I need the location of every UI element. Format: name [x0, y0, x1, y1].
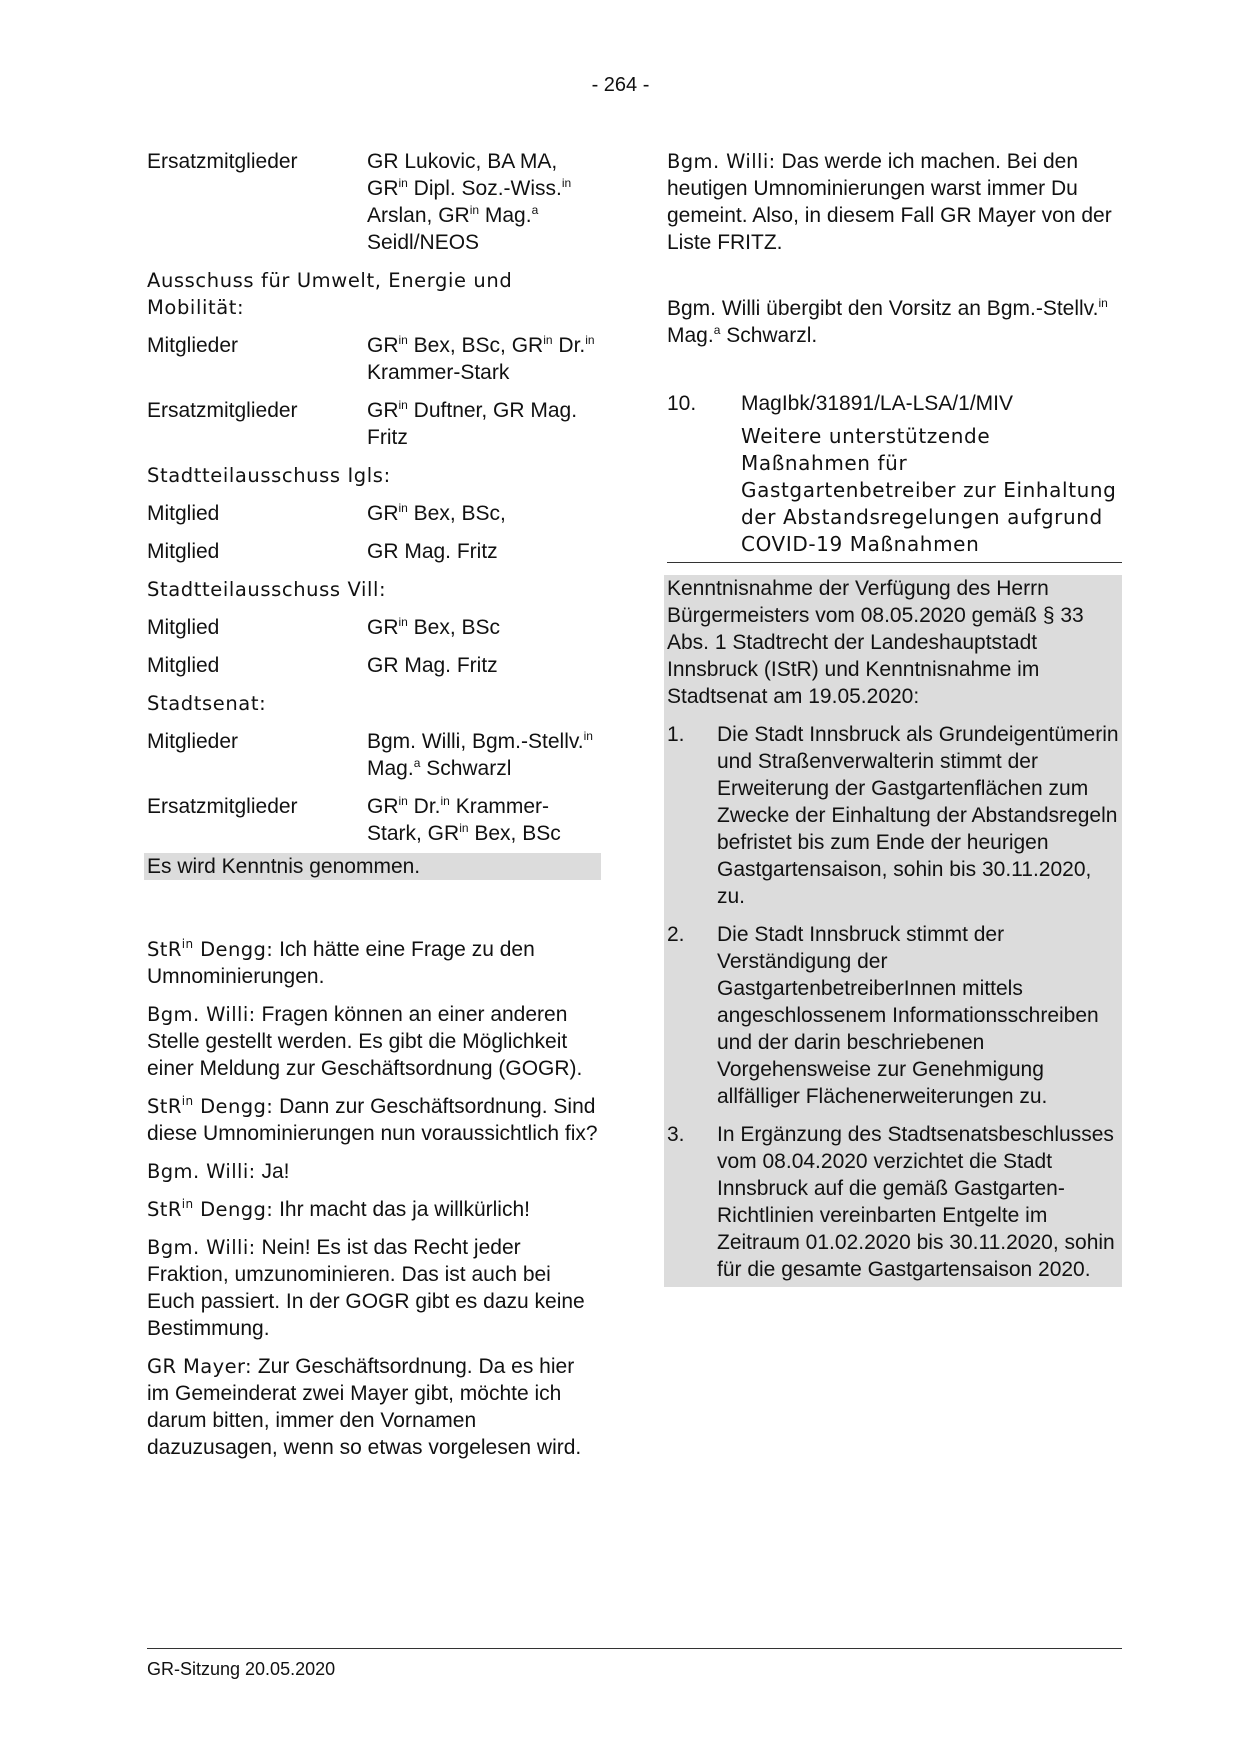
section-heading-stadtsenat: Stadtsenat:: [147, 692, 267, 715]
row-value: $GR^{in}$ Bex, BSc, $GR^{in}$ Dr.$^{in}$ Krammer-Stark: [367, 333, 595, 384]
dialogue-entry: [147, 1234, 601, 1342]
statement: Dann zur Geschäftsordnung. Sind diese Umnominierungen nun voraussichtlich fix?: [147, 1095, 598, 1145]
chair-handover: Bgm. Willi übergibt den Vorsitz an Bgm.-Stellv.$^{in}$ Mag.$^a$ Schwarzl.: [667, 296, 1108, 347]
row-label: Ersatzmitglieder: [147, 795, 298, 818]
decision-item-number: 1.: [667, 723, 685, 746]
section-heading-vill: Stadtteilausschuss Vill:: [147, 578, 387, 601]
speaker: Bgm. Willi:: [147, 1160, 256, 1183]
page-number: - 264 -: [591, 74, 650, 96]
left-column: [147, 148, 601, 1472]
decision-item-number: 3.: [667, 1123, 685, 1146]
row-value: $GR^{in}$ Bex, BSc: [367, 615, 501, 639]
speaker: Bgm. Willi:: [147, 1003, 256, 1026]
decision-item-number: 2.: [667, 923, 685, 946]
umwelt-mitglieder-row: [147, 332, 601, 386]
kenntnis-note: Es wird Kenntnis genommen.: [144, 853, 601, 880]
vill-row-2: [147, 652, 601, 679]
agenda-item-title: Weitere unterstützende Maßnahmen für Gastgartenbetreiber zur Einhaltung der Abstandsregelungen aufgrund COVID-19 Maßnahmen: [741, 424, 1117, 556]
senat-ersatz-row: [147, 793, 601, 847]
speaker: GR Mayer:: [147, 1355, 253, 1378]
speaker: Bgm. Willi:: [667, 150, 776, 173]
footer-text: GR-Sitzung 20.05.2020: [147, 1659, 336, 1679]
dialogue-entry: [147, 1001, 601, 1082]
igls-row-1: [147, 500, 601, 527]
row-label: Ersatzmitglieder: [147, 399, 298, 422]
decision-item-text: Die Stadt Innsbruck als Grundeigentümerin und Straßenverwalterin stimmt der Erweiterung der Gastgartenflächen zum Zwecke der Einhaltung der Abstandsregeln befristet bis zum Ende der heurigen Gastgartensaison, sohin bis 30.11.2020, zu.: [717, 723, 1119, 908]
row-value: Bgm. Willi, Bgm.-Stellv.$^{in}$ Mag.$^a$ Schwarzl: [367, 729, 593, 780]
speaker: Bgm. Willi:: [147, 1236, 256, 1259]
right-column: [667, 148, 1122, 1287]
speaker: StR$^{in}$ Dengg:: [147, 1197, 274, 1221]
vill-row-1: [147, 614, 601, 641]
section-heading-umwelt: Ausschuss für Umwelt, Energie und Mobilität:: [147, 269, 513, 319]
speaker: StR$^{in}$ Dengg:: [147, 937, 274, 961]
row-label: Mitglieder: [147, 730, 239, 753]
statement: Nein! Es ist das Recht jeder Fraktion, umzunominieren. Das ist auch bei Euch passiert. In der GOGR gibt es dazu keine Bestimmung.: [147, 1236, 585, 1340]
decision-item: [667, 921, 1119, 1110]
agenda-item-header: [667, 390, 1122, 417]
row-value: $GR^{in}$ Dr.$^{in}$ Krammer-Stark, $GR^{in}$ Bex, BSc: [367, 794, 561, 845]
row-value: GR Mag. Fritz: [367, 540, 498, 563]
section-heading-igls: Stadtteilausschuss Igls:: [147, 464, 391, 487]
statement: Ja!: [261, 1160, 290, 1183]
row-label: Mitglieder: [147, 334, 239, 357]
row-label: Mitglied: [147, 540, 220, 563]
statement: Fragen können an einer anderen Stelle gestellt werden. Es gibt die Möglichkeit einer Meldung zur Geschäftsordnung (GOGR).: [147, 1003, 583, 1080]
senat-mitglieder-row: [147, 728, 601, 782]
row-value: GR Lukovic, BA MA, $GR^{in}$ Dipl. Soz.-Wiss.$^{in}$ Arslan, $GR^{in}$ Mag.$^a$ Seidl/NEOS: [367, 150, 572, 254]
dialogue-entry: [147, 1353, 601, 1461]
speaker: StR$^{in}$ Dengg:: [147, 1094, 274, 1118]
umwelt-ersatz-row: [147, 397, 601, 451]
row-label: Mitglied: [147, 616, 220, 639]
agenda-item-number: 10.: [667, 392, 697, 415]
agenda-item-reference: MagIbk/31891/LA-LSA/1/MIV: [741, 392, 1013, 415]
dialogue-entry: [667, 148, 1122, 256]
statement: Ihr macht das ja willkürlich!: [279, 1198, 530, 1221]
row-label: Ersatzmitglieder: [147, 150, 298, 173]
statement: Ich hätte eine Frage zu den Umnominierungen.: [147, 938, 535, 988]
decision-item: [667, 1121, 1119, 1283]
statement: Zur Geschäftsordnung. Da es hier im Gemeinderat zwei Mayer gibt, möchte ich darum bitten, immer den Vornamen dazuzusagen, wenn so etwas vorgelesen wird.: [147, 1355, 582, 1459]
dialogue-entry: [147, 1093, 601, 1147]
row-label: Mitglied: [147, 654, 220, 677]
igls-row-2: [147, 538, 601, 565]
dialogue-entry: [147, 936, 601, 990]
row-value: $GR^{in}$ Bex, BSc,: [367, 501, 506, 525]
dialogue-entry: [147, 1158, 601, 1185]
decision-box: [664, 575, 1122, 1287]
dialogue: [147, 936, 601, 1461]
row-value: $GR^{in}$ Duftner, GR Mag. Fritz: [367, 398, 578, 449]
decision-item: [667, 721, 1119, 910]
row-label: Mitglied: [147, 502, 220, 525]
dialogue-entry: [147, 1196, 601, 1223]
decision-intro: Kenntnisnahme der Verfügung des Herrn Bürgermeisters vom 08.05.2020 gemäß § 33 Abs. 1 Stadtrecht der Landeshauptstadt Innsbruck (IStR) und Kenntnisnahme im Stadtsenat am 19.05.2020:: [667, 577, 1084, 708]
row-value: GR Mag. Fritz: [367, 654, 498, 677]
decision-item-text: Die Stadt Innsbruck stimmt der Verständigung der GastgartenbetreiberInnen mittels angeschlossenem Informationsschreiben und der darin beschriebenen Vorgehensweise zur Genehmigung allfälliger Flächenerweiterungen zu.: [717, 923, 1099, 1108]
decision-item-text: In Ergänzung des Stadtsenatsbeschlusses vom 08.04.2020 verzichtet die Stadt Innsbruck auf die gemäß Gastgarten-Richtlinien vereinbarten Entgelte im Zeitraum 01.02.2020 bis 30.11.2020, sohin für die gesamte Gastgartensaison 2020.: [717, 1123, 1115, 1281]
statement: Das werde ich machen. Bei den heutigen Umnominierungen warst immer Du gemeint. Also, in diesem Fall GR Mayer von der Liste FRITZ.: [667, 150, 1112, 254]
footer-divider: [147, 1648, 1122, 1649]
ersatz-row: [147, 148, 601, 256]
agenda-divider: [667, 562, 1122, 563]
